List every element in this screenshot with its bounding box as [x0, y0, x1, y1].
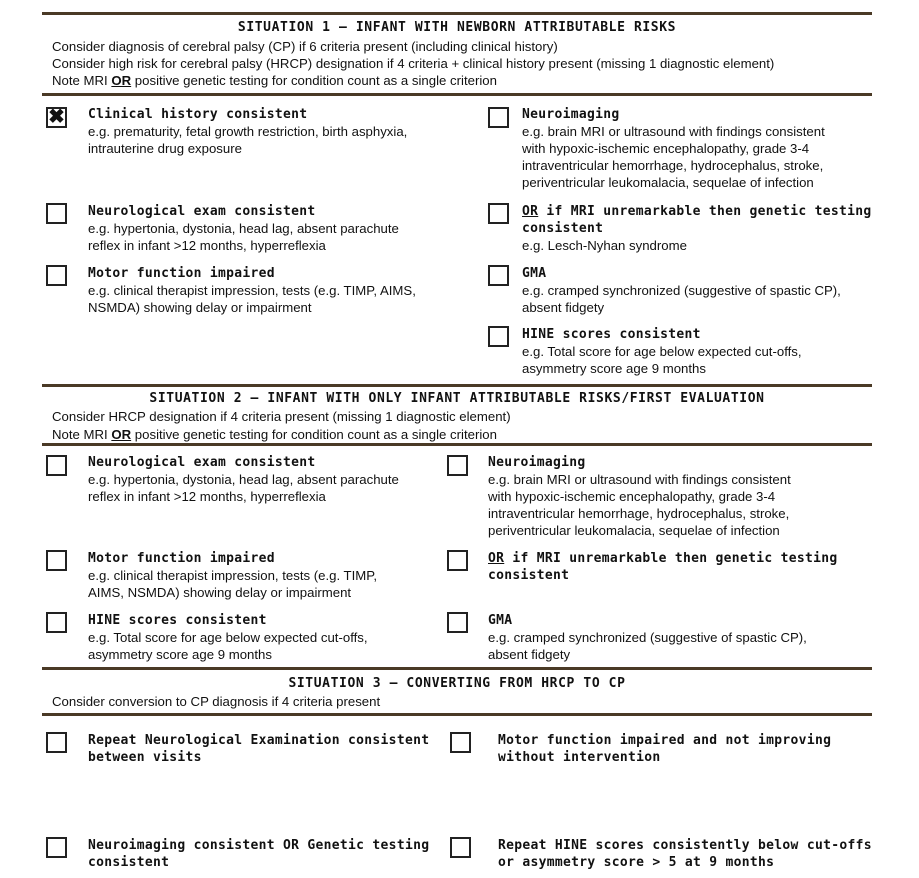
- situation-3-title: SITUATION 3 – CONVERTING FROM HRCP TO CP: [288, 676, 626, 691]
- s3-repeat-hine-item: [498, 837, 872, 871]
- item-desc: NSMDA) showing delay or impairment: [88, 300, 312, 315]
- genetic-testing-item: [522, 203, 871, 254]
- neuroimaging-checkbox[interactable]: [488, 107, 509, 128]
- item-desc: e.g. prematurity, fetal growth restriction, birth asphyxia,: [88, 124, 408, 139]
- s3-repeat-neuro-exam-item: [88, 732, 429, 766]
- item-desc: periventricular leukomalacia, sequelae of infection: [522, 175, 814, 190]
- item-title-cont: consistent: [522, 221, 604, 236]
- item-desc: AIMS, NSMDA) showing delay or impairment: [88, 585, 352, 600]
- s2-motor-function-checkbox[interactable]: [46, 550, 67, 571]
- item-title-cont: or asymmetry score > 5 at 9 months: [498, 855, 775, 870]
- s3-repeat-hine-checkbox[interactable]: [450, 837, 471, 858]
- item-desc: asymmetry score age 9 months: [88, 647, 272, 662]
- item-title: GMA: [488, 613, 513, 628]
- gma-checkbox[interactable]: [488, 265, 509, 286]
- item-title: Neuroimaging: [522, 107, 620, 122]
- clinical-history-checkbox[interactable]: [46, 107, 67, 128]
- s2-hine-checkbox[interactable]: [46, 612, 67, 633]
- item-desc: e.g. hypertonia, dystonia, head lag, absent parachute: [88, 472, 399, 487]
- item-title: OR if MRI unremarkable then genetic testing: [522, 204, 872, 219]
- item-title: Repeat HINE scores consistently below cut-offs: [498, 838, 872, 853]
- item-title: Neuroimaging: [488, 455, 586, 470]
- item-desc: e.g. Total score for age below expected cut-offs,: [88, 630, 368, 645]
- item-desc: e.g. cramped synchronized (suggestive of spastic CP),: [488, 630, 807, 645]
- item-title-cont: consistent: [488, 568, 570, 583]
- neuro-exam-checkbox[interactable]: [46, 203, 67, 224]
- s2-hine-item: [88, 612, 368, 663]
- item-title: Motor function impaired: [88, 266, 275, 281]
- item-title: OR if MRI unremarkable then genetic testing: [488, 551, 838, 566]
- item-desc: asymmetry score age 9 months: [522, 361, 706, 376]
- situation-1-note-1: Consider diagnosis of cerebral palsy (CP) if 6 criteria present (including clinical history): [52, 39, 558, 54]
- s2-genetic-testing-checkbox[interactable]: [447, 550, 468, 571]
- item-title-cont: between visits: [88, 750, 202, 765]
- item-desc: reflex in infant >12 months, hyperreflexia: [88, 489, 326, 504]
- s2-motor-function-item: [88, 550, 377, 601]
- s2-neuro-exam-item: [88, 454, 399, 505]
- motor-function-checkbox[interactable]: [46, 265, 67, 286]
- genetic-testing-checkbox[interactable]: [488, 203, 509, 224]
- situation-2-note-2: Note MRI OR positive genetic testing for condition count as a single criterion: [52, 427, 497, 442]
- situation-1-title: SITUATION 1 – INFANT WITH NEWBORN ATTRIBUTABLE RISKS: [237, 20, 677, 35]
- section-rule: [42, 443, 872, 446]
- checked-x-icon: ✖: [48, 106, 65, 128]
- item-desc: intraventricular hemorrhage, hydrocephalus, stroke,: [488, 506, 790, 521]
- situation-2-note-1: Consider HRCP designation if 4 criteria present (missing 1 diagnostic element): [52, 409, 511, 424]
- s3-motor-function-item: [498, 732, 831, 766]
- s2-gma-checkbox[interactable]: [447, 612, 468, 633]
- s2-genetic-testing-item: [488, 550, 837, 584]
- item-desc: absent fidgety: [522, 300, 605, 315]
- s2-neuroimaging-checkbox[interactable]: [447, 455, 468, 476]
- s3-motor-function-checkbox[interactable]: [450, 732, 471, 753]
- section-rule: [42, 384, 872, 387]
- item-desc: e.g. clinical therapist impression, tests (e.g. TIMP,: [88, 568, 378, 583]
- item-desc: with hypoxic-ischemic encephalopathy, grade 3-4: [522, 141, 810, 156]
- clinical-history-item: [88, 106, 407, 157]
- item-desc: e.g. brain MRI or ultrasound with findings consistent: [522, 124, 825, 139]
- hine-item: [522, 326, 802, 377]
- item-desc: e.g. clinical therapist impression, tests (e.g. TIMP, AIMS,: [88, 283, 416, 298]
- situation-3-note-1: Consider conversion to CP diagnosis if 4 criteria present: [52, 694, 381, 709]
- top-rule: [42, 12, 872, 15]
- item-title: HINE scores consistent: [88, 613, 267, 628]
- item-desc: e.g. Lesch-Nyhan syndrome: [522, 238, 687, 253]
- item-desc: periventricular leukomalacia, sequelae of infection: [488, 523, 780, 538]
- item-title: Neurological exam consistent: [88, 455, 316, 470]
- item-title: Clinical history consistent: [88, 107, 308, 122]
- section-rule: [42, 667, 872, 670]
- item-desc: e.g. brain MRI or ultrasound with findings consistent: [488, 472, 791, 487]
- s2-neuro-exam-checkbox[interactable]: [46, 455, 67, 476]
- s2-gma-item: [488, 612, 807, 663]
- hine-checkbox[interactable]: [488, 326, 509, 347]
- item-title: Motor function impaired and not improving: [498, 733, 832, 748]
- s3-repeat-neuro-exam-checkbox[interactable]: [46, 732, 67, 753]
- s3-neuroimaging-genetic-checkbox[interactable]: [46, 837, 67, 858]
- item-title: Repeat Neurological Examination consistent: [88, 733, 430, 748]
- item-title: HINE scores consistent: [522, 327, 701, 342]
- item-title: Motor function impaired: [88, 551, 275, 566]
- item-desc: e.g. Total score for age below expected cut-offs,: [522, 344, 802, 359]
- section-rule: [42, 93, 872, 96]
- item-title-cont: without intervention: [498, 750, 661, 765]
- situation-1-note-3: Note MRI OR positive genetic testing for condition count as a single criterion: [52, 73, 497, 88]
- item-desc: e.g. hypertonia, dystonia, head lag, absent parachute: [88, 221, 399, 236]
- s3-neuroimaging-genetic-item: [88, 837, 429, 871]
- s2-neuroimaging-item: [488, 454, 791, 539]
- item-title: Neuroimaging consistent OR Genetic testing: [88, 838, 430, 853]
- item-title: GMA: [522, 266, 547, 281]
- item-desc: intraventricular hemorrhage, hydrocephalus, stroke,: [522, 158, 824, 173]
- gma-item: [522, 265, 841, 316]
- item-title-cont: consistent: [88, 855, 170, 870]
- item-desc: intrauterine drug exposure: [88, 141, 242, 156]
- situation-2-title: SITUATION 2 – INFANT WITH ONLY INFANT ATTRIBUTABLE RISKS/FIRST EVALUATION: [149, 391, 765, 406]
- item-desc: e.g. cramped synchronized (suggestive of spastic CP),: [522, 283, 841, 298]
- item-title: Neurological exam consistent: [88, 204, 316, 219]
- item-desc: absent fidgety: [488, 647, 571, 662]
- section-rule: [42, 713, 872, 716]
- motor-function-item: [88, 265, 416, 316]
- item-desc: with hypoxic-ischemic encephalopathy, grade 3-4: [488, 489, 776, 504]
- situation-1-note-2: Consider high risk for cerebral palsy (HRCP) designation if 4 criteria + clinical history present (missing 1 diagnostic element): [52, 56, 775, 71]
- neuro-exam-item: [88, 203, 399, 254]
- item-desc: reflex in infant >12 months, hyperreflexia: [88, 238, 326, 253]
- neuroimaging-item: [522, 106, 825, 191]
